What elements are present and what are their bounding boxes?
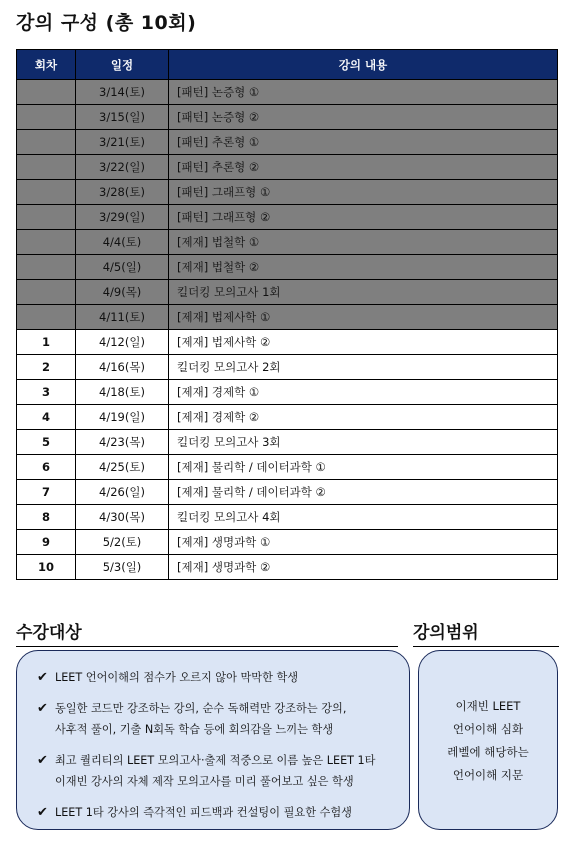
cell-no	[17, 230, 76, 255]
cell-no: 10	[17, 555, 76, 580]
cell-content: [패턴] 논증형 ②	[169, 105, 558, 130]
cell-content: 킬더킹 모의고사 2회	[169, 355, 558, 380]
table-row	[17, 305, 558, 330]
table-row	[17, 530, 558, 555]
list-item	[37, 750, 397, 792]
list-item-line: 최고 퀄리티의 LEET 모의고사·출제 적중으로 이름 높은 LEET 1타	[55, 754, 376, 767]
cell-content: [제재] 경제학 ①	[169, 380, 558, 405]
cell-date: 4/26(일)	[76, 480, 169, 505]
target-box	[16, 650, 410, 830]
check-icon: ✔	[37, 805, 48, 820]
cell-content: [제재] 물리학 / 데이터과학 ②	[169, 480, 558, 505]
cell-no	[17, 105, 76, 130]
page-title: 강의 구성 (총 10회)	[16, 12, 197, 34]
cell-date: 4/4(토)	[76, 230, 169, 255]
cell-no: 8	[17, 505, 76, 530]
cell-date: 4/16(목)	[76, 355, 169, 380]
schedule-table	[16, 49, 558, 580]
list-item-line: 동일한 코드만 강조하는 강의, 순수 독해력만 강조하는 강의,	[55, 702, 347, 715]
table-header-row	[17, 50, 558, 80]
cell-date: 3/21(토)	[76, 130, 169, 155]
scope-line: 언어이해 심화	[452, 722, 524, 736]
table-row	[17, 80, 558, 105]
target-divider	[16, 646, 398, 647]
list-item-line: 이재빈 강사의 자체 제작 모의고사를 미리 풀어보고 싶은 학생	[55, 775, 354, 788]
list-item	[37, 667, 397, 688]
scope-divider	[413, 646, 559, 647]
table-row	[17, 430, 558, 455]
table-row	[17, 555, 558, 580]
table-row	[17, 505, 558, 530]
list-item	[37, 802, 397, 823]
cell-no	[17, 205, 76, 230]
cell-date: 3/22(일)	[76, 155, 169, 180]
cell-content: 킬더킹 모의고사 1회	[169, 280, 558, 305]
header-content: 강의 내용	[169, 50, 558, 80]
table-row	[17, 405, 558, 430]
cell-date: 3/29(일)	[76, 205, 169, 230]
cell-content: [제재] 생명과학 ①	[169, 530, 558, 555]
cell-date: 3/28(토)	[76, 180, 169, 205]
scope-line: 이재빈 LEET	[455, 699, 521, 713]
cell-content: [제재] 경제학 ②	[169, 405, 558, 430]
cell-date: 4/9(목)	[76, 280, 169, 305]
scope-heading: 강의범위	[413, 623, 479, 643]
cell-no	[17, 155, 76, 180]
cell-no: 7	[17, 480, 76, 505]
check-icon: ✔	[37, 701, 48, 716]
cell-date: 3/14(토)	[76, 80, 169, 105]
cell-content: [제재] 법철학 ②	[169, 255, 558, 280]
scope-line: 언어이해 지문	[452, 768, 524, 782]
cell-date: 3/15(일)	[76, 105, 169, 130]
list-item	[37, 698, 397, 740]
cell-no	[17, 280, 76, 305]
list-item-line: 사후적 풀이, 기출 N회독 학습 등에 회의감을 느끼는 학생	[55, 723, 334, 736]
cell-no: 4	[17, 405, 76, 430]
cell-content: [패턴] 그래프형 ①	[169, 180, 558, 205]
cell-no	[17, 80, 76, 105]
scope-text	[419, 695, 557, 787]
cell-no: 9	[17, 530, 76, 555]
cell-no: 6	[17, 455, 76, 480]
target-list	[37, 667, 397, 833]
cell-no: 1	[17, 330, 76, 355]
cell-content: [제재] 물리학 / 데이터과학 ①	[169, 455, 558, 480]
cell-content: [제재] 법제사학 ②	[169, 330, 558, 355]
header-date: 일정	[76, 50, 169, 80]
table-row	[17, 280, 558, 305]
table-row	[17, 205, 558, 230]
cell-no	[17, 255, 76, 280]
cell-content: [제재] 법철학 ①	[169, 230, 558, 255]
cell-content: [제재] 생명과학 ②	[169, 555, 558, 580]
cell-content: [패턴] 논증형 ①	[169, 80, 558, 105]
table-row	[17, 480, 558, 505]
table-row	[17, 155, 558, 180]
cell-date: 4/12(일)	[76, 330, 169, 355]
list-item-line: LEET 1타 강사의 즉각적인 피드백과 컨설팅이 필요한 수험생	[55, 806, 352, 819]
cell-date: 4/30(목)	[76, 505, 169, 530]
cell-date: 4/18(토)	[76, 380, 169, 405]
cell-no: 5	[17, 430, 76, 455]
table-row	[17, 180, 558, 205]
cell-no	[17, 180, 76, 205]
cell-content: [패턴] 추론형 ②	[169, 155, 558, 180]
check-icon: ✔	[37, 753, 48, 768]
cell-date: 4/23(목)	[76, 430, 169, 455]
cell-date: 5/3(일)	[76, 555, 169, 580]
header-no: 회차	[17, 50, 76, 80]
table-row	[17, 230, 558, 255]
cell-date: 5/2(토)	[76, 530, 169, 555]
cell-content: [패턴] 추론형 ①	[169, 130, 558, 155]
cell-date: 4/11(토)	[76, 305, 169, 330]
table-row	[17, 330, 558, 355]
table-row	[17, 380, 558, 405]
cell-date: 4/25(토)	[76, 455, 169, 480]
table-row	[17, 130, 558, 155]
cell-no: 3	[17, 380, 76, 405]
table-row	[17, 255, 558, 280]
check-icon: ✔	[37, 670, 48, 685]
table-row	[17, 355, 558, 380]
table-row	[17, 105, 558, 130]
cell-date: 4/19(일)	[76, 405, 169, 430]
list-item-line: LEET 언어이해의 점수가 오르지 않아 막막한 학생	[55, 671, 299, 684]
scope-box	[418, 650, 558, 830]
cell-no	[17, 130, 76, 155]
scope-line: 레벨에 해당하는	[447, 745, 529, 759]
cell-content: [제재] 법제사학 ①	[169, 305, 558, 330]
cell-no	[17, 305, 76, 330]
cell-content: 킬더킹 모의고사 4회	[169, 505, 558, 530]
cell-content: 킬더킹 모의고사 3회	[169, 430, 558, 455]
cell-content: [패턴] 그래프형 ②	[169, 205, 558, 230]
cell-no: 2	[17, 355, 76, 380]
cell-date: 4/5(일)	[76, 255, 169, 280]
target-heading: 수강대상	[16, 623, 82, 643]
table-row	[17, 455, 558, 480]
